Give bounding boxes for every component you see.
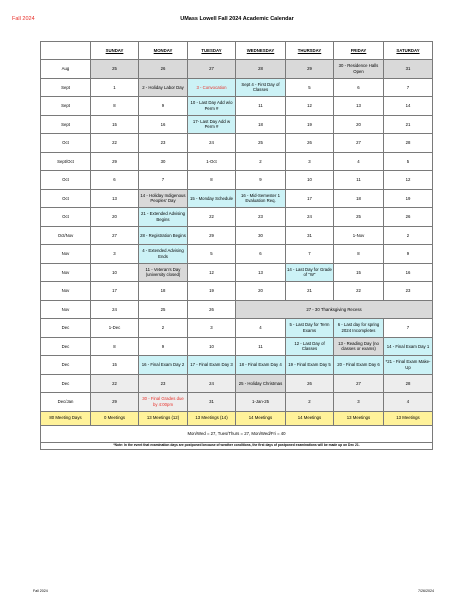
day-cell: 26 bbox=[384, 208, 433, 227]
day-cell: 19 bbox=[188, 282, 236, 301]
day-cell: 21 bbox=[384, 115, 433, 134]
day-cell: 1-Dec bbox=[91, 319, 139, 338]
day-cell: 25 bbox=[334, 208, 384, 227]
month-label: Oct bbox=[41, 134, 91, 153]
day-cell: 25 bbox=[91, 60, 139, 79]
meeting-count-tuesday: 13 Meetings (14) bbox=[188, 411, 236, 425]
month-label: Sept bbox=[41, 97, 91, 116]
day-cell: 15 bbox=[91, 115, 139, 134]
day-cell: 10 bbox=[188, 337, 236, 356]
day-cell: 7 bbox=[384, 78, 433, 97]
day-cell: 12 bbox=[286, 97, 334, 116]
month-label: Oct bbox=[41, 171, 91, 190]
day-cell: 5 - Last Day for Term Exams bbox=[286, 319, 334, 338]
day-cell: 21 bbox=[286, 282, 334, 301]
day-cell: 2 bbox=[384, 226, 433, 245]
week-row bbox=[41, 374, 433, 393]
day-cell: 24 bbox=[91, 300, 139, 319]
month-label: Nov bbox=[41, 263, 91, 282]
day-cell: 3 - Convocation bbox=[188, 78, 236, 97]
day-cell: 23 bbox=[384, 282, 433, 301]
day-cell: 3 bbox=[286, 152, 334, 171]
meeting-count-row bbox=[41, 411, 433, 425]
day-cell: 7 bbox=[139, 171, 188, 190]
col-sunday: SUNDAY bbox=[91, 42, 139, 60]
day-cell: 14 - Last Day for Grade of "W" bbox=[286, 263, 334, 282]
day-cell: 3 bbox=[334, 393, 384, 412]
day-cell: 27 bbox=[334, 374, 384, 393]
header-term-label: Fall 2024 bbox=[12, 16, 35, 22]
day-cell: 5 bbox=[384, 152, 433, 171]
col-monday: MONDAY bbox=[139, 42, 188, 60]
week-row bbox=[41, 393, 433, 412]
day-cell: 6 bbox=[334, 78, 384, 97]
day-cell: 27 bbox=[334, 134, 384, 153]
day-cell: 15 bbox=[91, 356, 139, 375]
day-cell: 19 bbox=[384, 189, 433, 208]
footer-date: 7/26/2024 bbox=[418, 589, 434, 593]
weather-note: *Note: In the event that examination days are postponed because of weather conditions, the first days of postponed examinations will be made up on Dec 21. bbox=[41, 442, 433, 449]
col-tuesday: TUESDAY bbox=[188, 42, 236, 60]
day-cell: 15 bbox=[334, 263, 384, 282]
week-row bbox=[41, 78, 433, 97]
day-cell: 8 bbox=[334, 245, 384, 264]
day-cell: 10 - Last Day Add w/o Perm # bbox=[188, 97, 236, 116]
totals-row bbox=[41, 425, 433, 442]
week-row bbox=[41, 60, 433, 79]
day-cell: 29 bbox=[188, 226, 236, 245]
day-cell: 31 bbox=[384, 60, 433, 79]
day-cell: 22 bbox=[91, 134, 139, 153]
meeting-count-monday: 13 Meetings (12) bbox=[139, 411, 188, 425]
meeting-count-wednesday: 14 Meetings bbox=[236, 411, 286, 425]
day-cell: 18 bbox=[334, 189, 384, 208]
day-cell: 30 bbox=[236, 226, 286, 245]
week-row bbox=[41, 245, 433, 264]
corner-cell bbox=[41, 42, 91, 60]
day-cell: 9 bbox=[139, 97, 188, 116]
day-cell: 22 bbox=[334, 282, 384, 301]
day-cell: 30 bbox=[139, 152, 188, 171]
day-cell: 20 bbox=[91, 208, 139, 227]
day-cell: 24 bbox=[188, 374, 236, 393]
day-cell: 24 bbox=[188, 134, 236, 153]
day-cell: 8 bbox=[91, 97, 139, 116]
week-row bbox=[41, 134, 433, 153]
day-cell: 14 - Holiday Indigenous Peoples' Day bbox=[139, 189, 188, 208]
day-cell: 16 bbox=[384, 263, 433, 282]
day-cell: 27 bbox=[188, 60, 236, 79]
day-cell: 9 bbox=[139, 337, 188, 356]
week-row bbox=[41, 300, 433, 319]
day-cell: 5 bbox=[286, 78, 334, 97]
academic-calendar-table bbox=[40, 41, 433, 450]
day-cell: 23 bbox=[139, 134, 188, 153]
day-cell: 23 bbox=[139, 374, 188, 393]
day-cell: 31 bbox=[188, 393, 236, 412]
week-row bbox=[41, 152, 433, 171]
day-cell: 19 - Final Exam Day 5 bbox=[286, 356, 334, 375]
day-cell: 26 bbox=[139, 60, 188, 79]
day-cell: 2 - Holiday Labor Day bbox=[139, 78, 188, 97]
day-cell: 13 bbox=[91, 189, 139, 208]
day-cell: 4 bbox=[236, 319, 286, 338]
day-cell: 17 - Final Exam Day 3 bbox=[188, 356, 236, 375]
col-wednesday: WEDNESDAY bbox=[236, 42, 286, 60]
col-thursday: THURSDAY bbox=[286, 42, 334, 60]
day-cell: 12 bbox=[384, 171, 433, 190]
day-cell: 23 bbox=[236, 208, 286, 227]
day-cell: 15 - Monday Schedule bbox=[188, 189, 236, 208]
day-cell: 11 - Veteran's Day (university closed) bbox=[139, 263, 188, 282]
day-cell: 25 - Holiday Christmas bbox=[236, 374, 286, 393]
day-cell: 13 bbox=[334, 97, 384, 116]
meeting-totals-summary: Mon/Wed = 27, Tues/Thurs = 27, Mon/Wed/Fri = 40 bbox=[41, 425, 433, 442]
day-cell: 16 - Final Exam Day 2 bbox=[139, 356, 188, 375]
day-cell: 28 bbox=[384, 134, 433, 153]
meeting-count-saturday: 13 Meetings bbox=[384, 411, 433, 425]
day-cell: 14 bbox=[384, 97, 433, 116]
thanksgiving-recess-cell: 27 - 30 Thanksgiving Recess bbox=[236, 300, 433, 319]
day-cell: 5 bbox=[188, 245, 236, 264]
day-cell: 18 bbox=[139, 282, 188, 301]
day-cell: 22 bbox=[188, 208, 236, 227]
week-row bbox=[41, 356, 433, 375]
day-cell: 29 bbox=[91, 393, 139, 412]
day-cell: 3 bbox=[91, 245, 139, 264]
week-row bbox=[41, 263, 433, 282]
month-label: Nov bbox=[41, 282, 91, 301]
col-saturday: SATURDAY bbox=[384, 42, 433, 60]
day-cell: 18 bbox=[236, 115, 286, 134]
day-cell: 2 bbox=[139, 319, 188, 338]
col-friday: FRIDAY bbox=[334, 42, 384, 60]
day-cell: 7 bbox=[286, 245, 334, 264]
week-row bbox=[41, 115, 433, 134]
day-cell: 13 bbox=[236, 263, 286, 282]
day-cell: 9 bbox=[384, 245, 433, 264]
day-cell: 17- Last Day Add w Perm # bbox=[188, 115, 236, 134]
month-label: Oct bbox=[41, 189, 91, 208]
day-cell: 1-Nov bbox=[334, 226, 384, 245]
day-cell: 2 bbox=[236, 152, 286, 171]
day-cell: 26 bbox=[188, 300, 236, 319]
day-cell: 10 bbox=[286, 171, 334, 190]
day-cell: 28 - Registration Begins bbox=[139, 226, 188, 245]
week-row bbox=[41, 319, 433, 338]
month-label: Dec bbox=[41, 374, 91, 393]
day-cell: 21 - Extended Advising Begins bbox=[139, 208, 188, 227]
week-row bbox=[41, 208, 433, 227]
month-label: Dec bbox=[41, 319, 91, 338]
day-cell: 30 - Final Grades due by 4:00pm bbox=[139, 393, 188, 412]
day-cell: 24 bbox=[286, 208, 334, 227]
day-cell: 2 bbox=[286, 393, 334, 412]
month-label: Sept bbox=[41, 78, 91, 97]
day-cell: 30 - Residence Halls Open bbox=[334, 60, 384, 79]
month-label: Dec bbox=[41, 356, 91, 375]
day-cell: 6 bbox=[91, 171, 139, 190]
day-cell: 16 - Mid-Semester 1 Evaluation Req. bbox=[236, 189, 286, 208]
meeting-count-thursday: 14 Meetings bbox=[286, 411, 334, 425]
day-cell: 1 bbox=[91, 78, 139, 97]
day-cell: 17 bbox=[91, 282, 139, 301]
day-cell: 13 - Reading Day (no classes or exams) bbox=[334, 337, 384, 356]
day-cell: 4 bbox=[384, 393, 433, 412]
page-title: UMass Lowell Fall 2024 Academic Calendar bbox=[180, 16, 294, 22]
day-cell: 1-Jan-25 bbox=[236, 393, 286, 412]
month-label: Dec/Jan bbox=[41, 393, 91, 412]
day-cell: 4 - Extended Advising Ends bbox=[139, 245, 188, 264]
day-cell: 18 - Final Exam Day 4 bbox=[236, 356, 286, 375]
day-cell: 11 bbox=[334, 171, 384, 190]
day-cell: 12 bbox=[188, 263, 236, 282]
weekday-header-row bbox=[41, 42, 433, 60]
week-row bbox=[41, 97, 433, 116]
day-cell: Sept 4 - First Day of Classes bbox=[236, 78, 286, 97]
month-label: Nov bbox=[41, 300, 91, 319]
meeting-count-sunday: 0 Meetings bbox=[91, 411, 139, 425]
day-cell: 6 bbox=[236, 245, 286, 264]
week-row bbox=[41, 189, 433, 208]
month-label: Sept/Oct bbox=[41, 152, 91, 171]
month-label: Nov bbox=[41, 245, 91, 264]
day-cell: 25 bbox=[236, 134, 286, 153]
day-cell: 4 bbox=[334, 152, 384, 171]
day-cell: 8 bbox=[91, 337, 139, 356]
day-cell: 8 bbox=[188, 171, 236, 190]
day-cell: 26 bbox=[286, 374, 334, 393]
week-row bbox=[41, 337, 433, 356]
month-label: Aug bbox=[41, 60, 91, 79]
day-cell: 3 bbox=[188, 319, 236, 338]
day-cell: 27 bbox=[91, 226, 139, 245]
week-row bbox=[41, 171, 433, 190]
day-cell: 25 bbox=[139, 300, 188, 319]
day-cell: 12 - Last Day of Classes bbox=[286, 337, 334, 356]
month-label: Oct/Nov bbox=[41, 226, 91, 245]
day-cell: 29 bbox=[91, 152, 139, 171]
day-cell: 28 bbox=[384, 374, 433, 393]
footer-term-label: Fall 2024 bbox=[33, 589, 48, 593]
day-cell: 28 bbox=[236, 60, 286, 79]
day-cell: 1-Oct bbox=[188, 152, 236, 171]
day-cell: 20 bbox=[236, 282, 286, 301]
day-cell: 11 bbox=[236, 337, 286, 356]
month-label: Oct bbox=[41, 208, 91, 227]
day-cell: 11 bbox=[236, 97, 286, 116]
day-cell: 26 bbox=[286, 134, 334, 153]
meeting-days-total: 80 Meeting Days bbox=[41, 411, 91, 425]
day-cell: 14 - Final Exam Day 1 bbox=[384, 337, 433, 356]
day-cell: *21 - Final Exam Make-Up bbox=[384, 356, 433, 375]
day-cell: 19 bbox=[286, 115, 334, 134]
day-cell: 9 bbox=[236, 171, 286, 190]
day-cell: 6 - Last day for spring 2024 Incompletes bbox=[334, 319, 384, 338]
week-row bbox=[41, 226, 433, 245]
day-cell: 16 bbox=[139, 115, 188, 134]
day-cell: 20 bbox=[334, 115, 384, 134]
day-cell: 7 bbox=[384, 319, 433, 338]
day-cell: 29 bbox=[286, 60, 334, 79]
month-label: Dec bbox=[41, 337, 91, 356]
week-row bbox=[41, 282, 433, 301]
day-cell: 17 bbox=[286, 189, 334, 208]
day-cell: 31 bbox=[286, 226, 334, 245]
day-cell: 22 bbox=[91, 374, 139, 393]
meeting-count-friday: 13 Meetings bbox=[334, 411, 384, 425]
note-row bbox=[41, 442, 433, 449]
day-cell: 20 - Final Exam Day 6 bbox=[334, 356, 384, 375]
month-label: Sept bbox=[41, 115, 91, 134]
day-cell: 10 bbox=[91, 263, 139, 282]
